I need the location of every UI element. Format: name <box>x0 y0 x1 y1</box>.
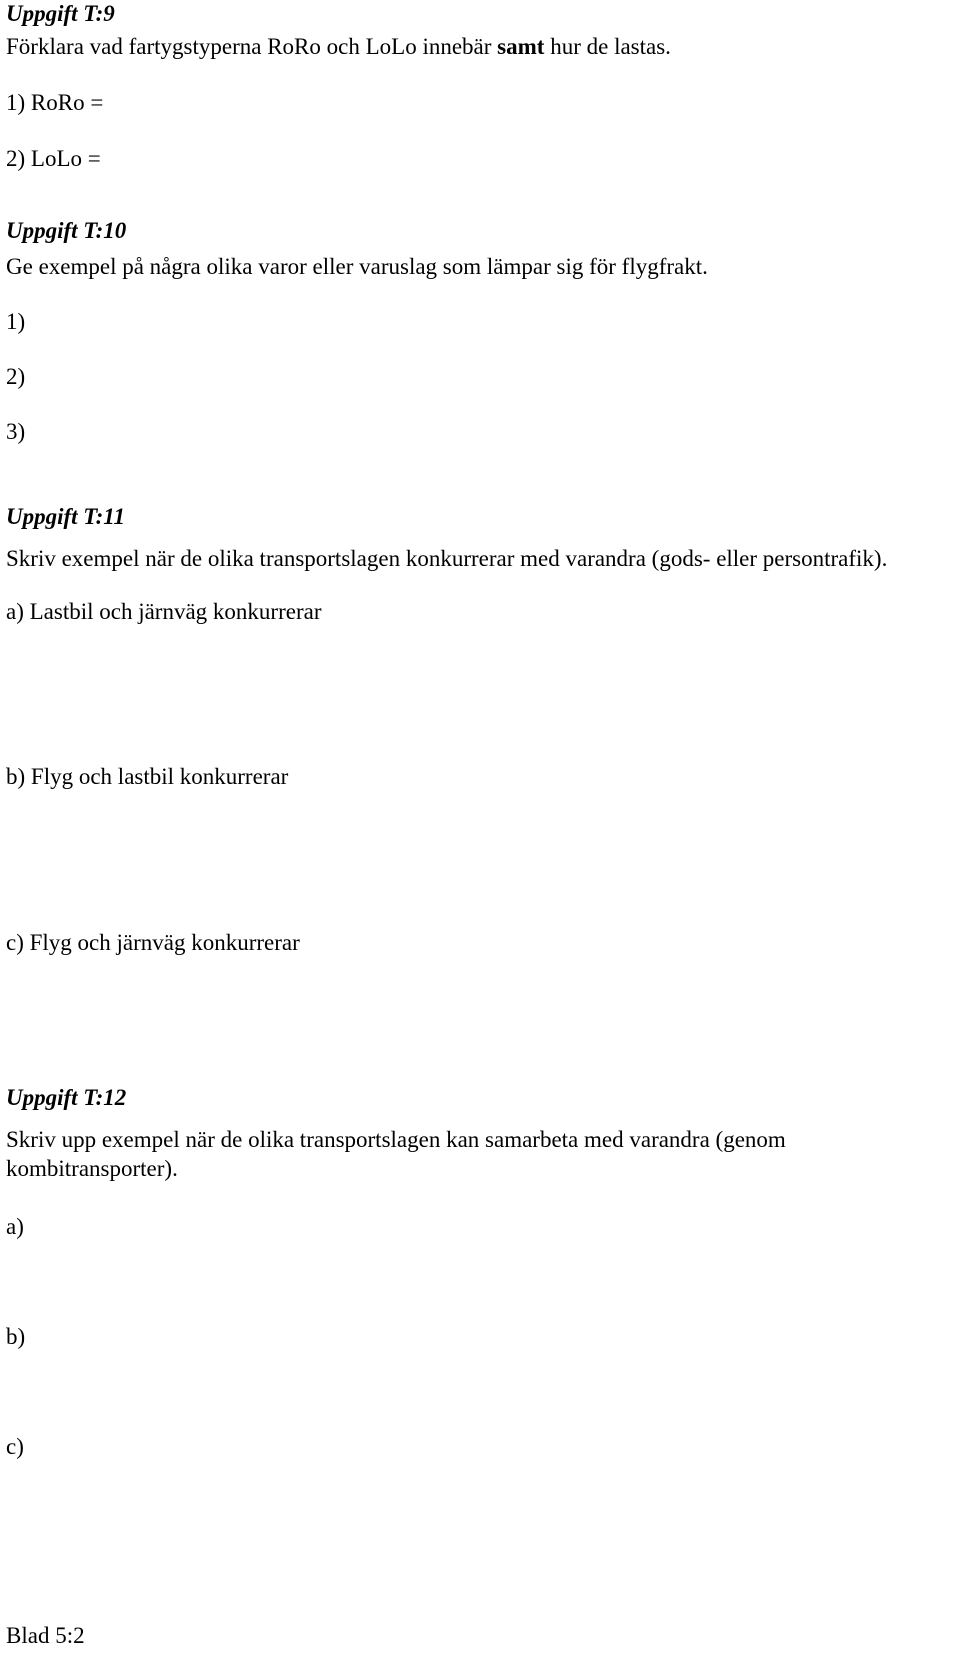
task-heading: Uppgift T:9 <box>6 1 115 26</box>
answer-label: b) Flyg och lastbil konkurrerar <box>6 764 289 789</box>
answer-label: b) <box>6 1324 26 1349</box>
task-heading: Uppgift T:11 <box>6 504 126 529</box>
task-prompt: Skriv exempel när de olika transportslagen konkurrerar med varandra (gods- eller persontrafik). <box>6 546 888 571</box>
prompt-text: Förklara vad fartygstyperna RoRo och LoLo innebär <box>6 34 498 59</box>
task-prompt: Ge exempel på några olika varor eller varuslag som lämpar sig för flygfrakt. <box>6 254 708 279</box>
answer-label: a) <box>6 1214 24 1239</box>
answer-label: 1) RoRo = <box>6 90 104 115</box>
answer-label: c) Flyg och järnväg konkurrerar <box>6 930 300 955</box>
task-heading: Uppgift T:12 <box>6 1085 127 1110</box>
task-heading: Uppgift T:10 <box>6 218 127 243</box>
prompt-text: hur de lastas. <box>544 34 671 59</box>
page-label: Blad 5:2 <box>6 1623 85 1648</box>
answer-label: a) Lastbil och järnväg konkurrerar <box>6 599 322 624</box>
task-prompt <box>6 33 671 61</box>
answer-label: 2) LoLo = <box>6 146 101 171</box>
answer-label: 3) <box>6 419 26 444</box>
task-prompt: Skriv upp exempel när de olika transportslagen kan samarbeta med varandra (genom <box>6 1127 786 1152</box>
prompt-emphasis: samt <box>497 34 545 59</box>
answer-label: 2) <box>6 364 26 389</box>
answer-label: c) <box>6 1434 24 1459</box>
task-prompt: kombitransporter). <box>6 1156 178 1181</box>
answer-label: 1) <box>6 309 26 334</box>
